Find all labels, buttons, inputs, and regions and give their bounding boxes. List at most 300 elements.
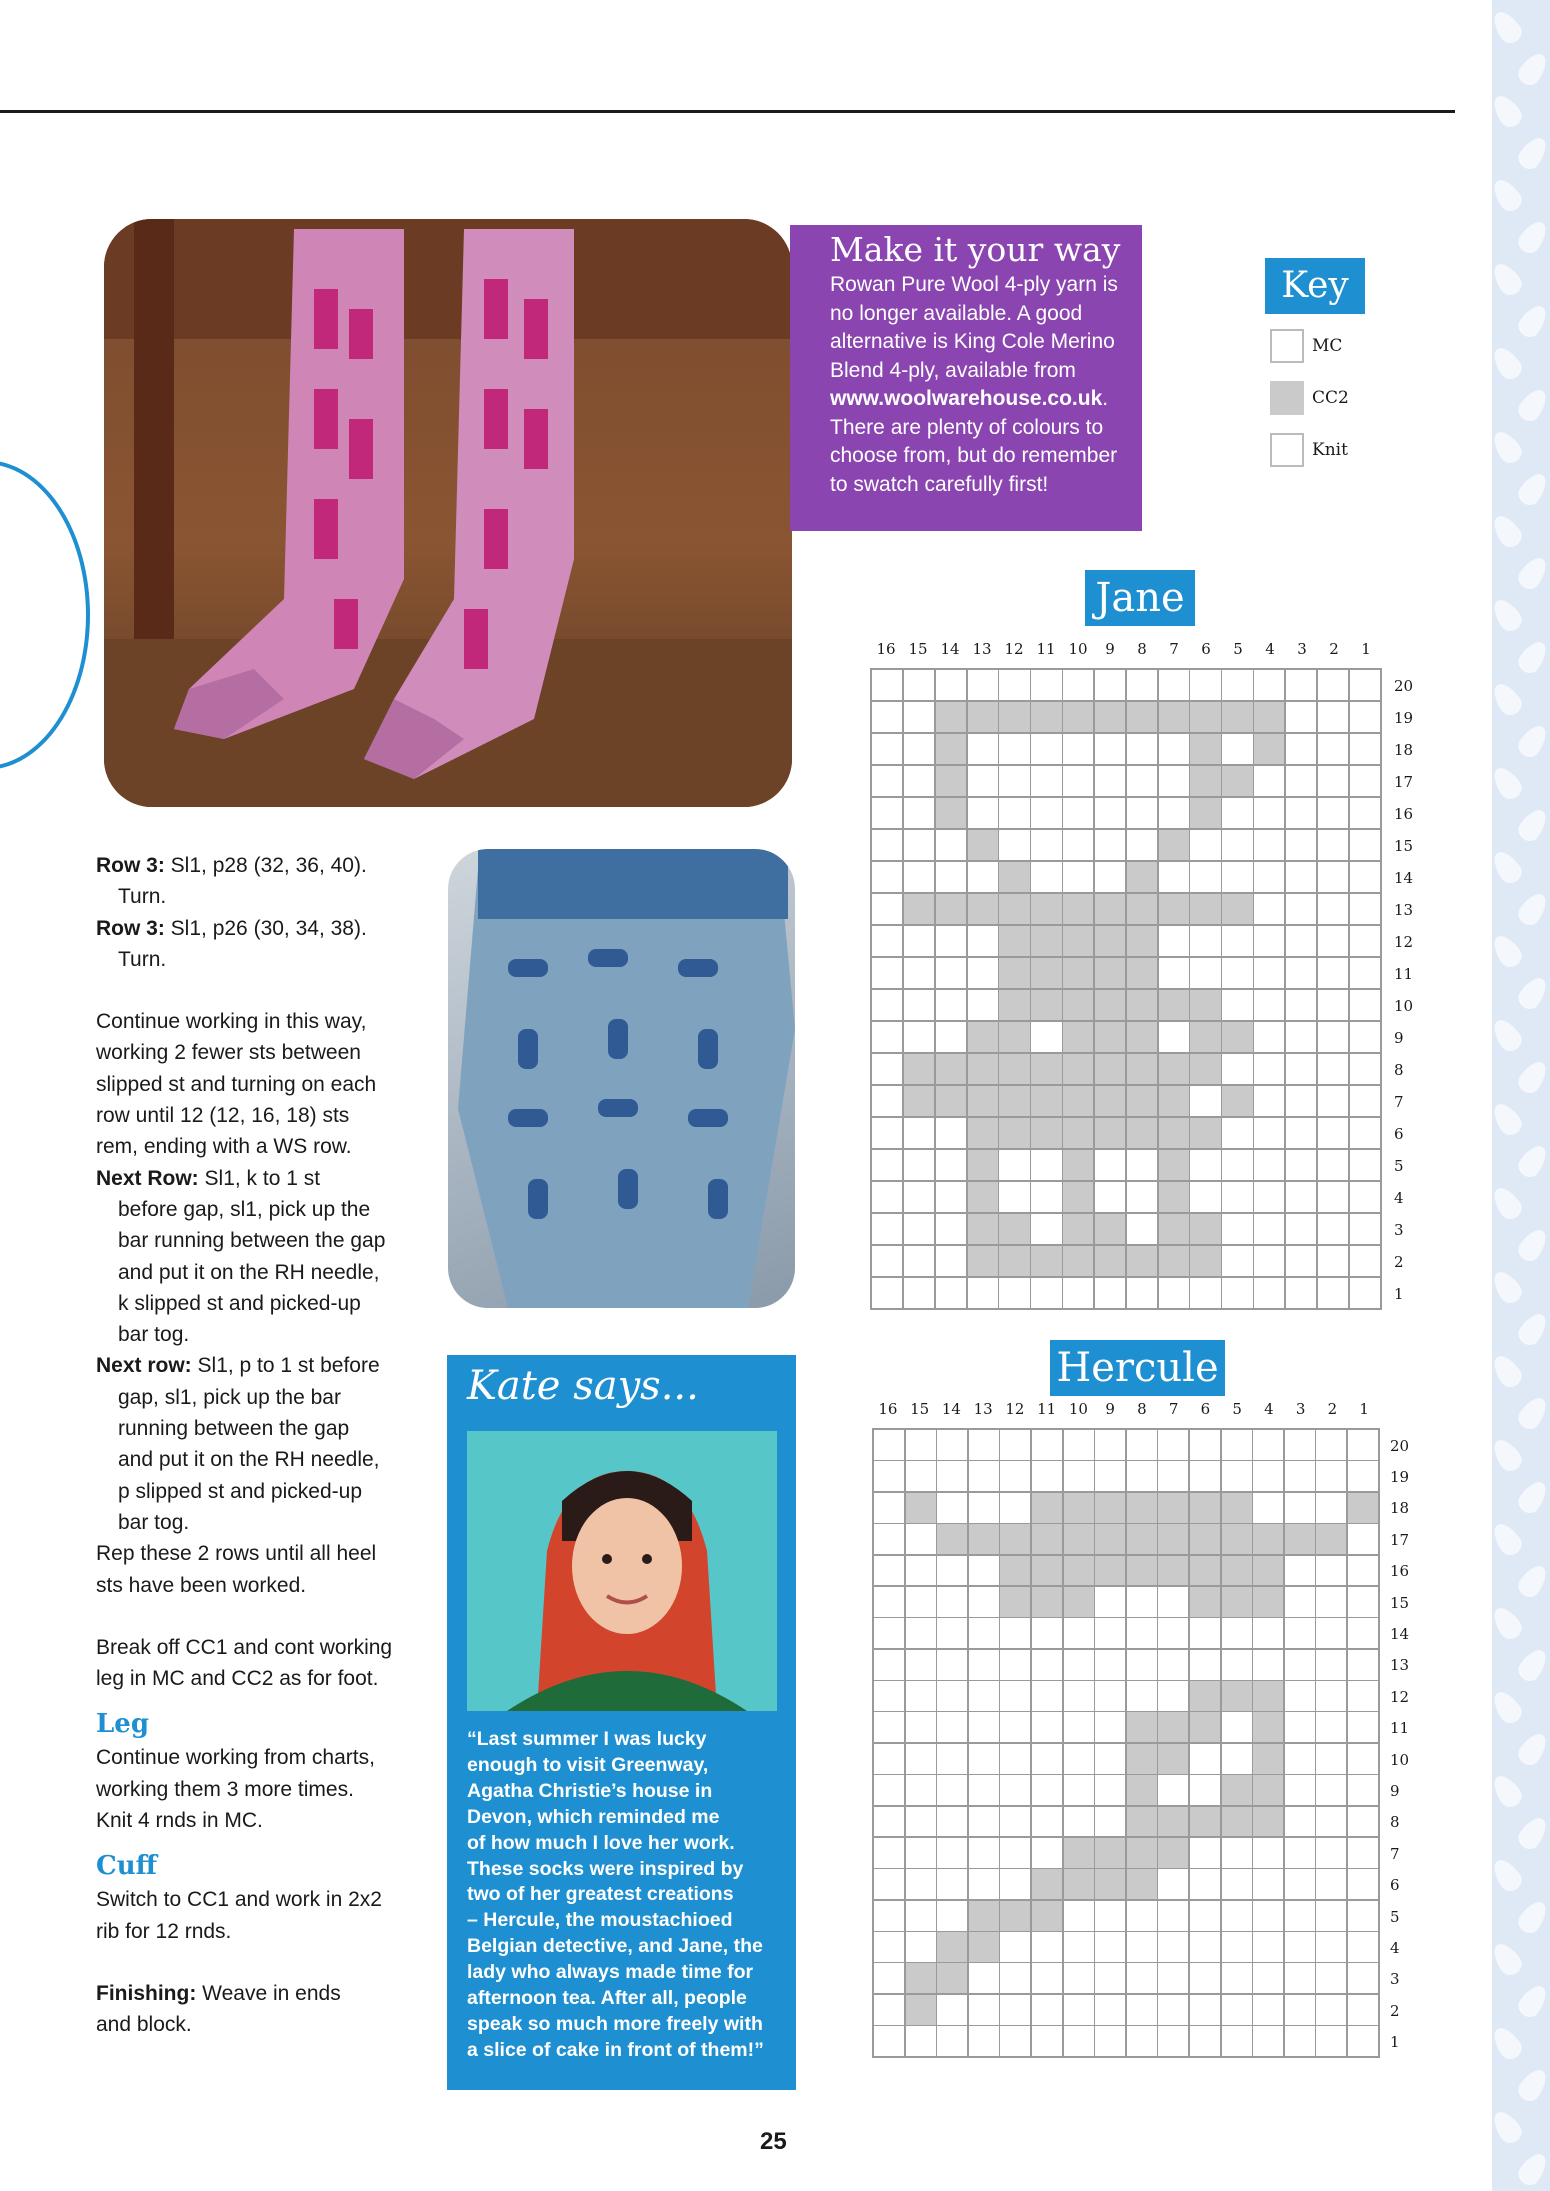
chart-column-number: 9 bbox=[1105, 640, 1115, 658]
chart-column-number: 16 bbox=[876, 640, 896, 658]
chart-cell-cc2 bbox=[1190, 1246, 1220, 1276]
chart-cell-mc bbox=[1190, 1775, 1220, 1805]
leaf-decoration bbox=[1488, 1099, 1526, 1139]
leaf-decoration bbox=[1514, 889, 1550, 929]
rep-para: Rep these 2 rows until all heel sts have been worked. bbox=[96, 1542, 377, 1597]
chart-cell-cc2 bbox=[1095, 1838, 1125, 1868]
chart-cell-mc bbox=[1000, 1712, 1030, 1742]
chart-cell-mc bbox=[1318, 1182, 1348, 1212]
chart-column-number: 15 bbox=[910, 1400, 930, 1418]
leaf-decoration bbox=[1488, 259, 1526, 299]
chart-cell-mc bbox=[1253, 1650, 1283, 1680]
chart-cell-mc bbox=[1000, 1744, 1030, 1774]
chart-cell-mc bbox=[874, 1650, 904, 1680]
chart-cell-mc bbox=[1348, 1744, 1378, 1774]
leaf-decoration bbox=[1488, 1519, 1526, 1559]
chart-cell-mc bbox=[1127, 1650, 1157, 1680]
chart-cell-mc bbox=[1222, 1118, 1252, 1148]
chart-row-number: 5 bbox=[1390, 1907, 1400, 1926]
chart-cell-cc2 bbox=[1095, 1022, 1125, 1052]
leg-para: Continue working from charts, working them 3 more times. Knit 4 rnds in MC. bbox=[96, 1746, 375, 1833]
leaf-decoration bbox=[1488, 847, 1526, 887]
leaf-decoration bbox=[1514, 1393, 1550, 1433]
chart-cell-mc bbox=[1350, 926, 1380, 956]
chart-cell-mc bbox=[969, 1587, 999, 1617]
chart-cell-mc bbox=[1095, 670, 1125, 700]
chart-cell-mc bbox=[1285, 1807, 1315, 1837]
chart-cell-cc2 bbox=[999, 862, 1029, 892]
chart-cell-mc bbox=[1222, 1461, 1252, 1491]
chart-cell-mc bbox=[1000, 1681, 1030, 1711]
chart-cell-mc bbox=[1286, 1054, 1316, 1084]
chart-column-number: 2 bbox=[1327, 1400, 1338, 1418]
chart-cell-cc2 bbox=[1095, 1054, 1125, 1084]
chart-cell-mc bbox=[936, 862, 966, 892]
chart-cell-cc2 bbox=[1127, 958, 1157, 988]
chart-cell-cc2 bbox=[1253, 1775, 1283, 1805]
chart-cell-mc bbox=[969, 1995, 999, 2025]
chart-row-number: 16 bbox=[1390, 1562, 1410, 1581]
chart-cell-mc bbox=[1316, 1807, 1346, 1837]
chart-row-number: 13 bbox=[1394, 901, 1414, 919]
chart-cell-mc bbox=[1348, 1901, 1378, 1931]
chart-cell-cc2 bbox=[1063, 990, 1093, 1020]
chart-cell-mc bbox=[1031, 1022, 1061, 1052]
chart-cell-mc bbox=[1095, 1618, 1125, 1648]
chart-cell-mc bbox=[1095, 1901, 1125, 1931]
chart-cell-mc bbox=[1222, 1278, 1252, 1308]
chart-cell-mc bbox=[1000, 1650, 1030, 1680]
chart-cell-mc bbox=[1253, 1838, 1283, 1868]
chart-cell-cc2 bbox=[1127, 990, 1157, 1020]
chart-cell-mc bbox=[1318, 1150, 1348, 1180]
chart-cell-mc bbox=[1350, 894, 1380, 924]
leaf-decoration bbox=[1488, 7, 1526, 47]
chart-cell-cc2 bbox=[937, 1932, 967, 1962]
chart-cell-mc bbox=[969, 1650, 999, 1680]
leaf-decoration bbox=[1488, 1939, 1526, 1979]
chart-cell-cc2 bbox=[1064, 1587, 1094, 1617]
chart-cell-mc bbox=[936, 1214, 966, 1244]
chart-cell-mc bbox=[936, 958, 966, 988]
chart-row-number: 8 bbox=[1390, 1813, 1400, 1832]
chart-cell-mc bbox=[1350, 1182, 1380, 1212]
chart-cell-mc bbox=[1350, 1086, 1380, 1116]
kate-portrait bbox=[467, 1431, 777, 1711]
chart-cell-mc bbox=[1222, 1650, 1252, 1680]
chart-cell-mc bbox=[1222, 1182, 1252, 1212]
chart-cell-mc bbox=[1348, 1838, 1378, 1868]
chart-cell-mc bbox=[1000, 1995, 1030, 2025]
chart-cell-mc bbox=[1159, 958, 1189, 988]
chart-cell-mc bbox=[1159, 1022, 1189, 1052]
chart-cell-cc2 bbox=[968, 1246, 998, 1276]
chart-cell-mc bbox=[1000, 1932, 1030, 1962]
chart-cell-cc2 bbox=[1316, 1524, 1346, 1554]
chart-cell-cc2 bbox=[936, 894, 966, 924]
chart-cell-cc2 bbox=[1000, 1901, 1030, 1931]
chart-cell-mc bbox=[1064, 1744, 1094, 1774]
chart-cell-mc bbox=[874, 1963, 904, 1993]
chart-cell-mc bbox=[1348, 1963, 1378, 1993]
finishing-para: Finishing: Weave in ends and block. bbox=[96, 1981, 341, 2037]
chart-cell-cc2 bbox=[1158, 1807, 1188, 1837]
chart-cell-mc bbox=[1285, 1556, 1315, 1586]
leaf-decoration bbox=[1514, 469, 1550, 509]
chart-cell-mc bbox=[937, 1650, 967, 1680]
chart-cell-mc bbox=[1064, 1901, 1094, 1931]
chart-cell-mc bbox=[1158, 1932, 1188, 1962]
chart-cell-mc bbox=[937, 1618, 967, 1648]
chart-cell-mc bbox=[1222, 1214, 1252, 1244]
chart-cell-cc2 bbox=[1127, 1556, 1157, 1586]
leaf-decoration bbox=[1514, 217, 1550, 257]
top-rule bbox=[0, 110, 1455, 113]
chart-cell-mc bbox=[969, 1712, 999, 1742]
chart-cell-mc bbox=[1253, 1493, 1283, 1523]
chart-cell-mc bbox=[1254, 1150, 1284, 1180]
woolwarehouse-link[interactable]: www.woolwarehouse.co.uk bbox=[830, 387, 1103, 410]
chart-cell-mc bbox=[1000, 2026, 1030, 2056]
chart-cell-cc2 bbox=[1032, 1869, 1062, 1899]
swatch-white bbox=[1270, 329, 1304, 363]
chart-cell-mc bbox=[937, 1869, 967, 1899]
chart-cell-mc bbox=[1316, 1995, 1346, 2025]
chart-cell-mc bbox=[1222, 1150, 1252, 1180]
chart-cell-mc bbox=[1032, 1650, 1062, 1680]
chart-cell-mc bbox=[1316, 1744, 1346, 1774]
chart-cell-mc bbox=[1032, 1712, 1062, 1742]
chart-cell-mc bbox=[1286, 766, 1316, 796]
chart-cell-mc bbox=[1254, 894, 1284, 924]
chart-cell-cc2 bbox=[936, 766, 966, 796]
chart-cell-cc2 bbox=[1127, 926, 1157, 956]
chart-cell-mc bbox=[1348, 1932, 1378, 1962]
chart-cell-mc bbox=[1285, 1493, 1315, 1523]
chart-cell-mc bbox=[874, 2026, 904, 2056]
chart-cell-mc bbox=[1063, 798, 1093, 828]
chart-cell-mc bbox=[1350, 734, 1380, 764]
chart-column-number: 13 bbox=[972, 640, 992, 658]
chart-cell-cc2 bbox=[1127, 1838, 1157, 1868]
chart-row-number: 3 bbox=[1390, 1970, 1400, 1989]
chart-jane-column-numbers bbox=[870, 640, 1382, 658]
chart-cell-cc2 bbox=[1285, 1524, 1315, 1554]
chart-cell-cc2 bbox=[1095, 1493, 1125, 1523]
chart-cell-cc2 bbox=[1127, 1807, 1157, 1837]
chart-cell-mc bbox=[1222, 1054, 1252, 1084]
next-row-knit: Next Row: Sl1, k to 1 st before gap, sl1, pick up the bar running between the gap and put it on the RH needle, k slipped st and picked-up bar tog. bbox=[96, 1166, 386, 1347]
chart-row-number: 8 bbox=[1394, 1061, 1404, 1079]
chart-cell-cc2 bbox=[1190, 1587, 1220, 1617]
chart-cell-mc bbox=[1285, 1461, 1315, 1491]
chart-cell-mc bbox=[1127, 766, 1157, 796]
chart-cell-mc bbox=[1095, 1278, 1125, 1308]
chart-cell-mc bbox=[1190, 1430, 1220, 1460]
cuff-heading: Cuff bbox=[96, 1851, 157, 1882]
chart-cell-mc bbox=[1254, 990, 1284, 1020]
chart-cell-mc bbox=[1253, 1461, 1283, 1491]
chart-cell-mc bbox=[1000, 1493, 1030, 1523]
chart-cell-mc bbox=[1285, 1587, 1315, 1617]
chart-cell-mc bbox=[1095, 734, 1125, 764]
chart-cell-mc bbox=[1190, 830, 1220, 860]
chart-cell-mc bbox=[1285, 1963, 1315, 1993]
chart-cell-mc bbox=[1350, 1022, 1380, 1052]
chart-cell-mc bbox=[1064, 1807, 1094, 1837]
chart-cell-mc bbox=[906, 1932, 936, 1962]
chart-cell-mc bbox=[1158, 1869, 1188, 1899]
chart-cell-cc2 bbox=[999, 702, 1029, 732]
chart-cell-cc2 bbox=[1158, 1524, 1188, 1554]
chart-column-number: 4 bbox=[1264, 1400, 1274, 1418]
chart-cell-mc bbox=[904, 734, 934, 764]
chart-cell-mc bbox=[872, 1118, 902, 1148]
chart-cell-cc2 bbox=[1095, 990, 1125, 1020]
chart-hercule-column-numbers bbox=[872, 1400, 1380, 1418]
chart-cell-mc bbox=[999, 830, 1029, 860]
chart-cell-mc bbox=[904, 1022, 934, 1052]
chart-cell-mc bbox=[872, 1278, 902, 1308]
chart-cell-mc bbox=[1254, 1278, 1284, 1308]
chart-cell-mc bbox=[1318, 766, 1348, 796]
chart-cell-cc2 bbox=[1063, 894, 1093, 924]
chart-cell-mc bbox=[1222, 734, 1252, 764]
chart-cell-mc bbox=[1254, 670, 1284, 700]
chart-cell-mc bbox=[872, 990, 902, 1020]
chart-cell-mc bbox=[906, 1807, 936, 1837]
chart-cell-cc2 bbox=[1064, 1556, 1094, 1586]
chart-row-number: 6 bbox=[1394, 1125, 1404, 1143]
chart-row-number: 18 bbox=[1394, 741, 1414, 759]
chart-cell-cc2 bbox=[1190, 1493, 1220, 1523]
chart-cell-mc bbox=[1316, 1430, 1346, 1460]
chart-cell-mc bbox=[874, 1744, 904, 1774]
chart-cell-mc bbox=[937, 1493, 967, 1523]
chart-cell-cc2 bbox=[904, 894, 934, 924]
chart-cell-mc bbox=[1222, 798, 1252, 828]
chart-cell-cc2 bbox=[1095, 1214, 1125, 1244]
chart-column-number: 5 bbox=[1233, 640, 1243, 658]
chart-row-number: 12 bbox=[1390, 1687, 1410, 1706]
chart-cell-mc bbox=[1286, 1182, 1316, 1212]
chart-cell-mc bbox=[1127, 734, 1157, 764]
swatch-grey bbox=[1270, 381, 1304, 415]
make-it-your-way-title: Make it your way bbox=[830, 230, 1121, 269]
chart-cell-mc bbox=[904, 1150, 934, 1180]
chart-cell-mc bbox=[936, 1278, 966, 1308]
key-item-knit: Knit bbox=[1270, 433, 1348, 467]
chart-cell-mc bbox=[1032, 1932, 1062, 1962]
chart-cell-mc bbox=[1286, 1118, 1316, 1148]
chart-column-number: 2 bbox=[1329, 640, 1339, 658]
chart-cell-mc bbox=[1348, 1430, 1378, 1460]
chart-cell-mc bbox=[1318, 958, 1348, 988]
chart-cell-cc2 bbox=[1063, 1054, 1093, 1084]
chart-cell-cc2 bbox=[936, 734, 966, 764]
leaf-decoration bbox=[1488, 91, 1526, 131]
chart-cell-mc bbox=[1127, 1963, 1157, 1993]
chart-column-number: 16 bbox=[878, 1400, 898, 1418]
chart-cell-mc bbox=[1095, 1150, 1125, 1180]
chart-cell-mc bbox=[1031, 766, 1061, 796]
continue-para: Continue working in this way, working 2 fewer sts between slipped st and turning on each row until 12 (12, 16, 18) sts rem, ending with a WS row. bbox=[96, 1010, 377, 1159]
chart-cell-mc bbox=[906, 1744, 936, 1774]
chart-cell-cc2 bbox=[1222, 1807, 1252, 1837]
chart-cell-mc bbox=[1222, 1901, 1252, 1931]
chart-cell-mc bbox=[1253, 1869, 1283, 1899]
leaf-decoration bbox=[1488, 427, 1526, 467]
decorative-border bbox=[1492, 0, 1550, 2191]
chart-cell-cc2 bbox=[936, 798, 966, 828]
leaf-decoration bbox=[1514, 133, 1550, 173]
chart-cell-cc2 bbox=[1063, 1118, 1093, 1148]
chart-cell-mc bbox=[1350, 702, 1380, 732]
chart-cell-mc bbox=[874, 1712, 904, 1742]
chart-cell-cc2 bbox=[1158, 1838, 1188, 1868]
chart-jane-grid bbox=[870, 668, 1382, 1310]
chart-cell-cc2 bbox=[1127, 1118, 1157, 1148]
chart-cell-mc bbox=[1316, 2026, 1346, 2056]
chart-cell-cc2 bbox=[999, 1214, 1029, 1244]
chart-cell-mc bbox=[1095, 1712, 1125, 1742]
chart-cell-mc bbox=[1064, 2026, 1094, 2056]
chart-cell-mc bbox=[1031, 1214, 1061, 1244]
chart-cell-cc2 bbox=[1095, 1869, 1125, 1899]
chart-cell-mc bbox=[1318, 1278, 1348, 1308]
chart-row-number: 15 bbox=[1394, 837, 1414, 855]
chart-column-number: 4 bbox=[1265, 640, 1275, 658]
chart-cell-mc bbox=[937, 1712, 967, 1742]
chart-cell-mc bbox=[1316, 1901, 1346, 1931]
chart-cell-mc bbox=[1222, 1838, 1252, 1868]
chart-cell-mc bbox=[1127, 1901, 1157, 1931]
chart-cell-mc bbox=[1064, 1775, 1094, 1805]
chart-column-number: 12 bbox=[1005, 1400, 1025, 1418]
chart-cell-cc2 bbox=[1127, 1246, 1157, 1276]
chart-cell-mc bbox=[1158, 1995, 1188, 2025]
chart-cell-mc bbox=[904, 766, 934, 796]
chart-cell-cc2 bbox=[968, 1214, 998, 1244]
chart-cell-cc2 bbox=[1222, 1681, 1252, 1711]
chart-cell-mc bbox=[1159, 1278, 1189, 1308]
chart-cell-mc bbox=[906, 1556, 936, 1586]
chart-cell-mc bbox=[1286, 734, 1316, 764]
chart-cell-mc bbox=[1350, 862, 1380, 892]
chart-cell-cc2 bbox=[1031, 894, 1061, 924]
leaf-decoration bbox=[1514, 553, 1550, 593]
chart-cell-cc2 bbox=[1253, 1587, 1283, 1617]
chart-cell-cc2 bbox=[1127, 1744, 1157, 1774]
chart-cell-mc bbox=[1063, 766, 1093, 796]
chart-cell-cc2 bbox=[999, 958, 1029, 988]
chart-cell-mc bbox=[936, 1182, 966, 1212]
chart-cell-cc2 bbox=[968, 1150, 998, 1180]
chart-cell-mc bbox=[904, 862, 934, 892]
chart-cell-mc bbox=[1127, 1430, 1157, 1460]
chart-cell-cc2 bbox=[1253, 1744, 1283, 1774]
chart-cell-cc2 bbox=[1253, 1524, 1283, 1554]
chart-row-number: 5 bbox=[1394, 1157, 1404, 1175]
leaf-decoration bbox=[1488, 1183, 1526, 1223]
leaf-decoration bbox=[1514, 1645, 1550, 1685]
chart-cell-mc bbox=[968, 1278, 998, 1308]
page-number: 25 bbox=[760, 2128, 787, 2155]
chart-cell-mc bbox=[872, 1022, 902, 1052]
kate-says-title: Kate says... bbox=[467, 1363, 699, 1409]
chart-cell-mc bbox=[1127, 1182, 1157, 1212]
chart-cell-mc bbox=[1158, 1775, 1188, 1805]
chart-column-number: 7 bbox=[1168, 1400, 1179, 1418]
chart-cell-cc2 bbox=[937, 1963, 967, 1993]
chart-cell-mc bbox=[874, 1901, 904, 1931]
leaf-decoration bbox=[1514, 301, 1550, 341]
chart-cell-mc bbox=[1222, 1869, 1252, 1899]
chart-cell-mc bbox=[1350, 958, 1380, 988]
chart-cell-mc bbox=[872, 1214, 902, 1244]
chart-cell-mc bbox=[1286, 862, 1316, 892]
chart-cell-cc2 bbox=[969, 1901, 999, 1931]
chart-cell-mc bbox=[1095, 1461, 1125, 1491]
chart-cell-mc bbox=[1350, 990, 1380, 1020]
chart-cell-cc2 bbox=[968, 1022, 998, 1052]
chart-cell-mc bbox=[969, 1838, 999, 1868]
chart-cell-mc bbox=[904, 798, 934, 828]
chart-cell-mc bbox=[1222, 1246, 1252, 1276]
chart-cell-mc bbox=[1127, 1461, 1157, 1491]
chart-cell-cc2 bbox=[1159, 830, 1189, 860]
chart-cell-cc2 bbox=[1190, 1681, 1220, 1711]
chart-cell-mc bbox=[1127, 1214, 1157, 1244]
leaf-decoration bbox=[1488, 1771, 1526, 1811]
chart-cell-mc bbox=[1190, 1618, 1220, 1648]
chart-column-number: 1 bbox=[1361, 640, 1371, 658]
chart-cell-mc bbox=[1064, 1681, 1094, 1711]
chart-cell-mc bbox=[1031, 798, 1061, 828]
chart-cell-mc bbox=[968, 734, 998, 764]
chart-cell-mc bbox=[1348, 1712, 1378, 1742]
chart-cell-mc bbox=[906, 1430, 936, 1460]
chart-cell-mc bbox=[937, 1901, 967, 1931]
chart-cell-mc bbox=[1285, 1430, 1315, 1460]
chart-cell-mc bbox=[906, 1712, 936, 1742]
chart-cell-cc2 bbox=[1158, 1556, 1188, 1586]
chart-cell-mc bbox=[1254, 1214, 1284, 1244]
chart-cell-cc2 bbox=[937, 1524, 967, 1554]
chart-cell-cc2 bbox=[1159, 990, 1189, 1020]
chart-cell-cc2 bbox=[1064, 1524, 1094, 1554]
chart-cell-mc bbox=[1158, 1650, 1188, 1680]
chart-cell-mc bbox=[1190, 1869, 1220, 1899]
chart-cell-cc2 bbox=[1063, 1086, 1093, 1116]
chart-cell-mc bbox=[936, 1246, 966, 1276]
chart-cell-mc bbox=[1285, 1932, 1315, 1962]
chart-cell-cc2 bbox=[906, 1963, 936, 1993]
chart-cell-mc bbox=[874, 1807, 904, 1837]
chart-cell-mc bbox=[1095, 1744, 1125, 1774]
chart-cell-mc bbox=[1316, 1681, 1346, 1711]
chart-cell-cc2 bbox=[1348, 1493, 1378, 1523]
chart-cell-mc bbox=[1286, 670, 1316, 700]
chart-cell-mc bbox=[904, 1278, 934, 1308]
chart-cell-cc2 bbox=[1253, 1807, 1283, 1837]
chart-cell-mc bbox=[1350, 1278, 1380, 1308]
chart-cell-mc bbox=[1190, 926, 1220, 956]
chart-cell-cc2 bbox=[999, 1054, 1029, 1084]
chart-cell-mc bbox=[1285, 2026, 1315, 2056]
chart-cell-mc bbox=[969, 1869, 999, 1899]
leaf-decoration bbox=[1514, 1981, 1550, 2021]
